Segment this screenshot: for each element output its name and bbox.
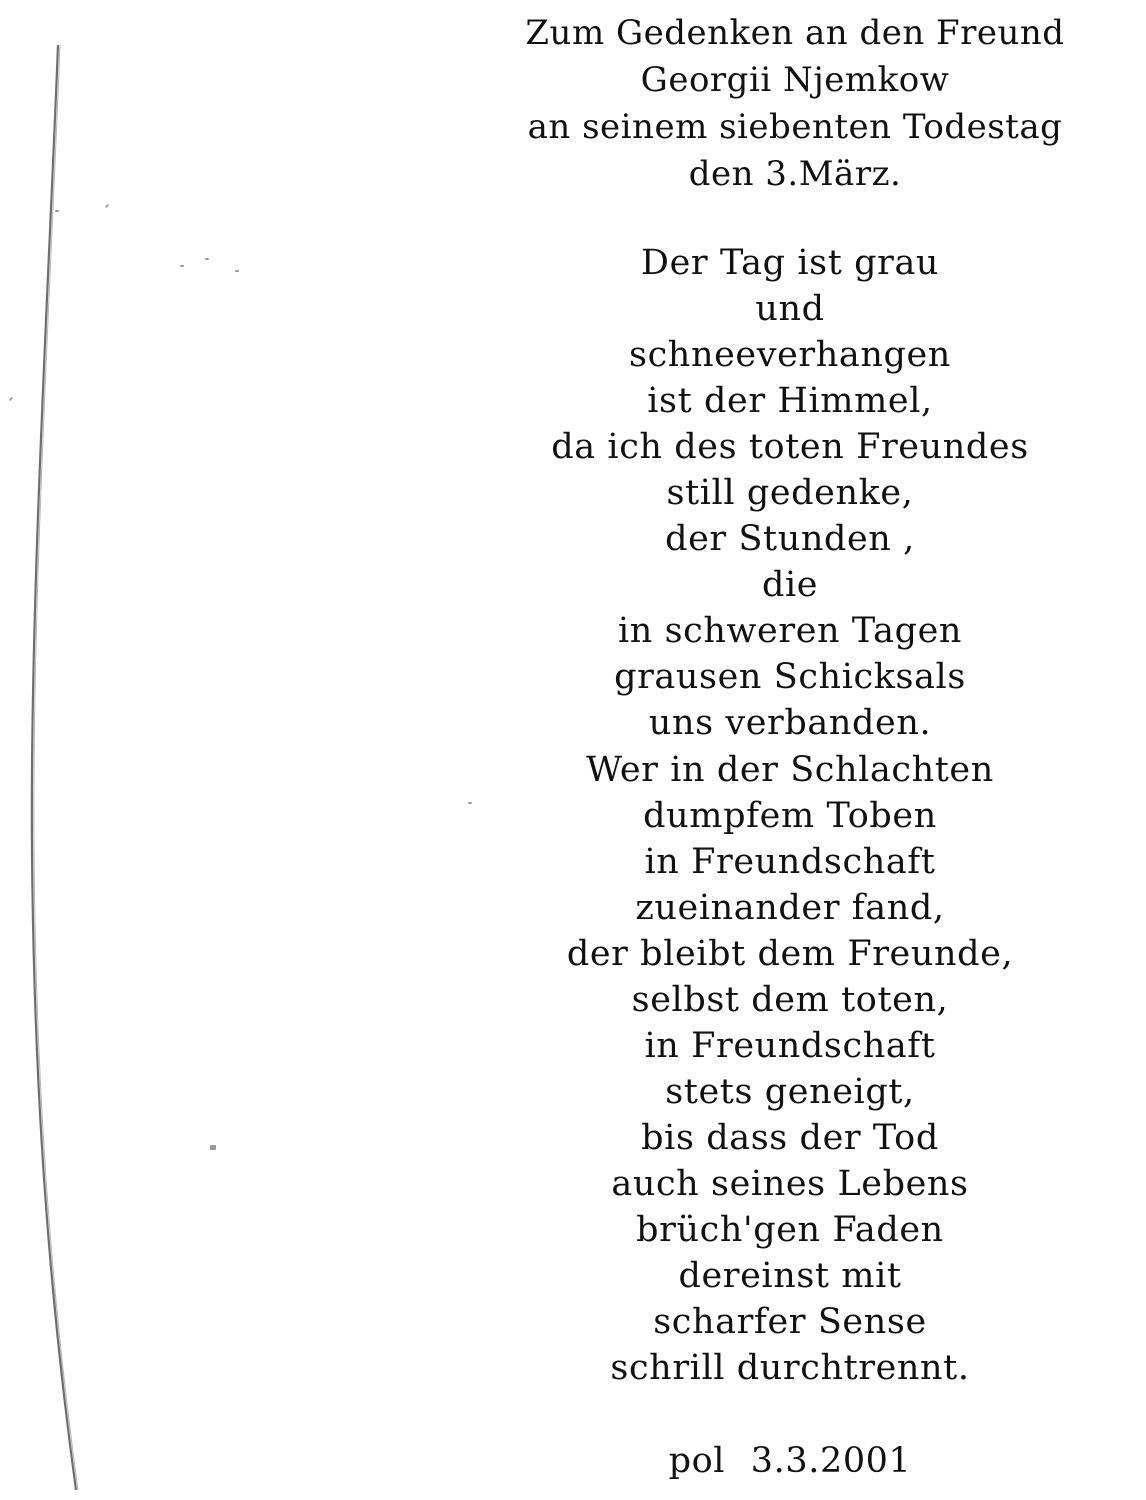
paper-speck bbox=[210, 1145, 216, 1150]
poem-line: selbst dem toten, bbox=[631, 979, 949, 1020]
poem-body bbox=[440, 240, 1140, 1391]
poem-line: Der Tag ist grau bbox=[640, 243, 940, 283]
poem-line: stets geneigt, bbox=[665, 1071, 915, 1112]
page-edge-line bbox=[0, 0, 140, 1500]
heading-line: Zum Gedenken an den Freund bbox=[525, 13, 1065, 53]
poem-line: ist der Himmel, bbox=[647, 381, 933, 422]
poem-line: in Freundschaft bbox=[644, 841, 936, 882]
poem-line: Wer in der Schlachten bbox=[586, 749, 994, 790]
poem-line: in Freundschaft bbox=[644, 1025, 936, 1066]
heading-line: an seinem siebenten Todestag bbox=[527, 107, 1063, 147]
poem-line: still gedenke, bbox=[666, 473, 914, 514]
poem-line: scharfer Sense bbox=[653, 1302, 927, 1343]
signature-date: pol 3.3.2001 bbox=[668, 1441, 912, 1481]
poem-line: zueinander fand, bbox=[635, 887, 945, 928]
poem-line: brüch'gen Faden bbox=[636, 1209, 944, 1250]
heading-line: den 3.März. bbox=[688, 154, 902, 194]
paper-speck bbox=[235, 270, 239, 272]
poem-line: auch seines Lebens bbox=[611, 1163, 969, 1204]
paper-speck bbox=[55, 210, 59, 212]
poem-line: und bbox=[755, 289, 825, 330]
poem-line: uns verbanden. bbox=[648, 703, 932, 744]
poem-line: dereinst mit bbox=[678, 1256, 902, 1297]
poem-line: da ich des toten Freundes bbox=[551, 427, 1029, 468]
poem-line: der bleibt dem Freunde, bbox=[566, 933, 1014, 974]
poem-line: grausen Schicksals bbox=[614, 657, 966, 698]
poem-line: dumpfem Toben bbox=[643, 795, 937, 836]
poem-line: schrill durchtrennt. bbox=[610, 1348, 970, 1389]
poem-line: schneeverhangen bbox=[629, 335, 951, 376]
poem-line: in schweren Tagen bbox=[617, 611, 963, 652]
paper-speck bbox=[180, 265, 184, 267]
dedication-heading bbox=[440, 10, 1146, 198]
poem-line: die bbox=[761, 565, 819, 606]
poem-line: bis dass der Tod bbox=[641, 1117, 939, 1158]
poem-line: der Stunden , bbox=[665, 519, 915, 560]
heading-line: Georgii Njemkow bbox=[640, 60, 950, 100]
paper-speck bbox=[205, 258, 209, 260]
